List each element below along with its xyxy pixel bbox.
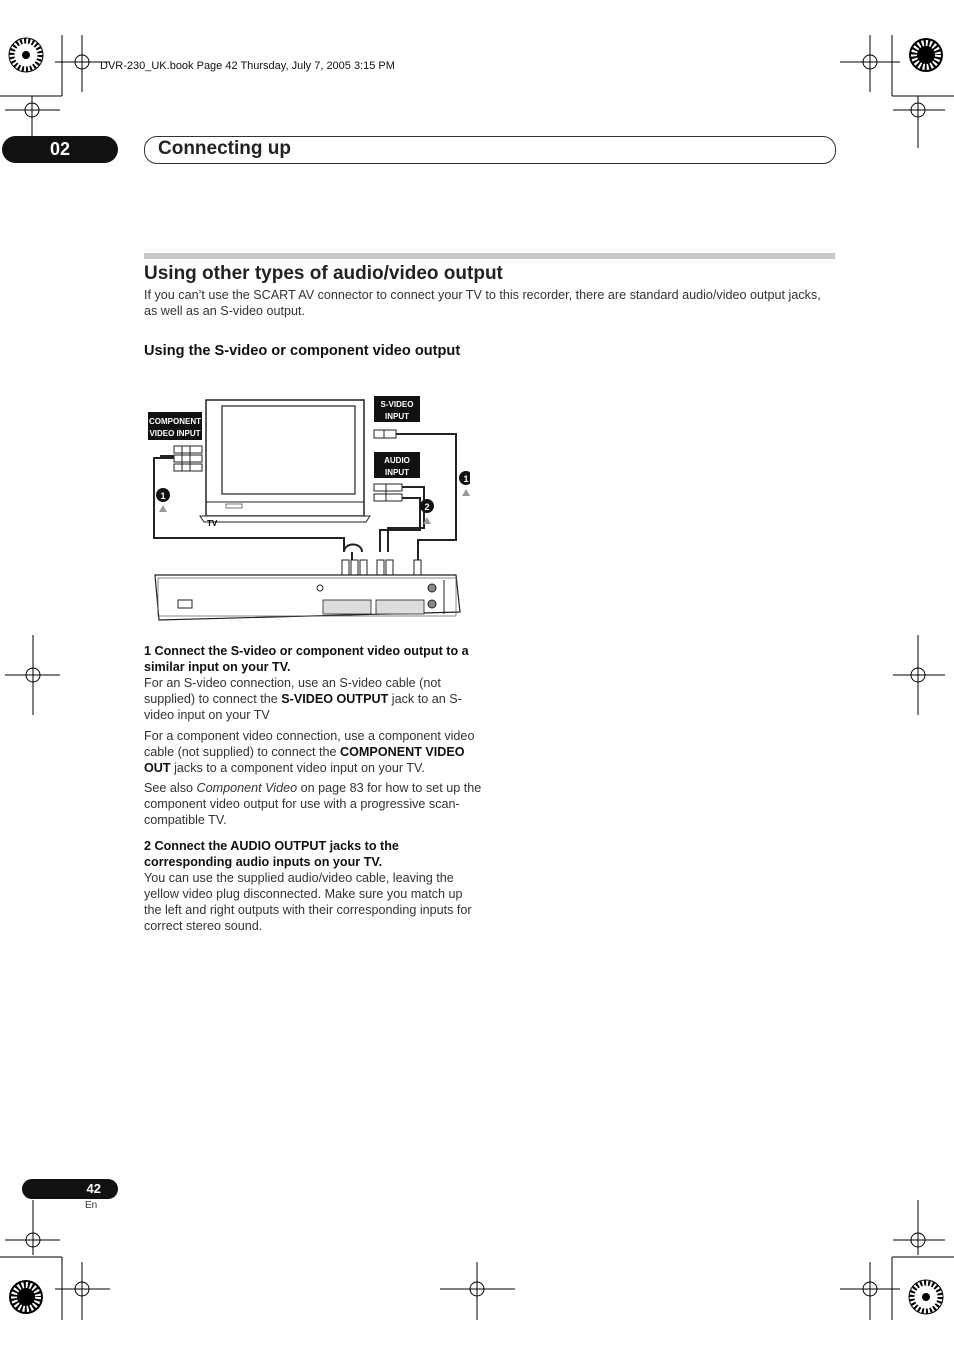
svg-text:1: 1 xyxy=(160,491,166,501)
audio-label-line2: INPUT xyxy=(385,468,409,477)
subsection-title: Using the S-video or component video output xyxy=(144,343,461,359)
svideo-label-line2: INPUT xyxy=(385,412,409,421)
step-1-p3-text-end: on page 83 for how to set up the component video output for use with a progressive scan-compatible TV. xyxy=(144,781,482,827)
component-label-line1: COMPONENT xyxy=(149,417,201,426)
step-1-p2-text: For a component video connection, use a component video cable (not supplied) to connect the xyxy=(144,729,475,759)
step-1-p1-bold: S-VIDEO OUTPUT xyxy=(281,692,389,706)
svideo-label-line1: S-VIDEO xyxy=(380,400,414,409)
step-2 xyxy=(144,838,482,934)
connection-diagram xyxy=(140,390,470,630)
chapter-number: 02 xyxy=(2,136,118,163)
step-1-paragraph-2 xyxy=(144,728,482,776)
tv-label: TV xyxy=(207,519,218,528)
tv-illustration xyxy=(200,400,370,522)
callout-1-left xyxy=(156,488,170,512)
chapter-title: Connecting up xyxy=(158,138,291,159)
recorder-rear-panel xyxy=(155,575,460,620)
svg-text:1: 1 xyxy=(463,474,469,484)
step-1-paragraph-3 xyxy=(144,780,482,828)
callout-1-right xyxy=(459,471,470,496)
component-plugs xyxy=(174,446,202,471)
step-1-p1-text: For an S-video connection, use an S-video cable (not supplied) to connect the xyxy=(144,676,441,706)
step-2-paragraph-1: You can use the supplied audio/video cable, leaving the yellow video plug disconnected. Make sure you match up the left and right outputs with their corresponding inputs for correct stereo sound. xyxy=(144,871,472,933)
step-1-p2-bold: COMPONENT VIDEO OUT xyxy=(144,745,465,775)
step-1-p3-italic: Component Video xyxy=(196,781,298,795)
callout-2 xyxy=(420,499,434,524)
svg-text:2: 2 xyxy=(424,502,430,512)
component-label-line2: VIDEO INPUT xyxy=(149,429,201,438)
step-1-heading: 1 Connect the S-video or component video output to a similar input on your TV. xyxy=(144,644,469,674)
print-header: DVR-230_UK.book Page 42 Thursday, July 7, 2005 3:15 PM xyxy=(100,60,395,72)
section-title: Using other types of audio/video output xyxy=(144,263,503,284)
page-number: 42 xyxy=(22,1179,118,1199)
step-1-p3-text: See also xyxy=(144,781,197,795)
audio-plugs xyxy=(374,484,402,501)
step-1-p1-text-end: jack to an S-video input on your TV xyxy=(144,692,462,722)
step-1-p2-text-end: jacks to a component video input on your TV. xyxy=(170,761,425,775)
section-intro: If you can’t use the SCART AV connector to connect your TV to this recorder, there are standard audio/video output jacks, as well as an S-video output. xyxy=(144,288,821,318)
step-1 xyxy=(144,643,482,828)
step-2-heading: 2 Connect the AUDIO OUTPUT jacks to the corresponding audio inputs on your TV. xyxy=(144,839,399,869)
svideo-plug xyxy=(374,430,396,438)
language-code: En xyxy=(85,1200,98,1211)
section-divider xyxy=(144,253,835,259)
audio-label-line1: AUDIO xyxy=(384,456,410,465)
step-1-paragraph-1 xyxy=(144,675,482,723)
